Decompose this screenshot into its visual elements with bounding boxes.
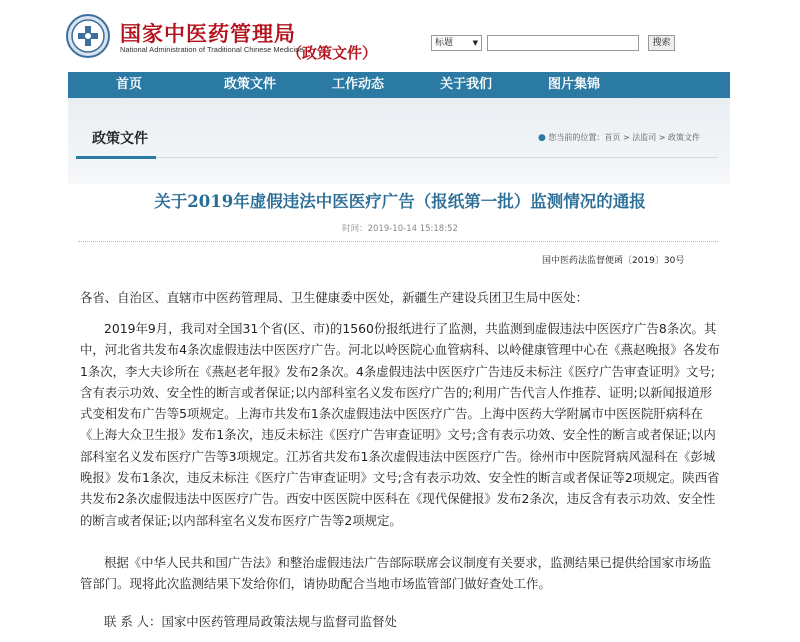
divider (78, 157, 718, 158)
main-nav (68, 72, 730, 98)
nav-item-about[interactable]: 关于我们 (440, 77, 493, 92)
nav-item-news[interactable]: 工作动态 (332, 77, 385, 92)
article-paragraph-2: 根据《中华人民共和国广告法》和整治虚假违法广告部际联席会议制度有关要求，监测结果已提供给国家市场监管部门。现将此次监测结果下发给你们，请协助配合当地市场监管部门做好查处工作。 (80, 555, 712, 592)
search-field-label: 标题 (435, 38, 454, 48)
location-pin-icon: ● (538, 133, 546, 143)
article-paragraph-1: 2019年9月，我司对全国31个省(区、市)的1560份报纸进行了监测，共监测到虚假违法中医医疗广告8条次。其中，河北省共发布4条次虚假违法中医医疗广告。河北以岭医院心血管病科、以岭健康管理中心在《燕赵晚报》各发布1条次，李大夫诊所在《燕赵老年报》发布2条次。4条虚假违法中医医疗广告违反未标注《医疗广告审查证明》文号;含有表示功效、安全性的断言或者保证;以内部科室名义发布医疗广告的;利用广告代言人作推荐、证明;以新闻报道形式变相发布广告等5项规定。上海市共发布1条次虚假违法中医医疗广告。上海中医药大学附属市中医医院肝病科在《上海大众卫生报》发布1条次，违反未标注《医疗广告审查证明》文号;含有表示功效、安全性的断言或者保证;以内部科室名义发布医疗广告等3项规定。江苏省共发布1条次虚假违法中医医疗广告。徐州市中医院肾病风湿科在《彭城晚报》发布1条次，违反未标注《医疗广告审查证明》文号;含有表示功效、安全性的断言或者保证等2项规定。陕西省共发布2条次虚假违法中医医疗广告。西安中医医院中医科在《现代保健报》发布2条次，违反含有表示功效、安全性的断言或者保证;以内部科室名义发布医疗广告等2项规定。 (80, 321, 720, 528)
search-button[interactable]: 搜索 (648, 35, 675, 51)
nav-item-gallery[interactable]: 图片集锦 (548, 77, 601, 92)
dotted-divider (78, 241, 718, 242)
document-number: 国中医药法监督便函〔2019〕30号 (542, 256, 685, 266)
site-header (0, 0, 800, 68)
search-field-select[interactable] (431, 35, 482, 51)
org-name-en: National Administration of Traditional Chinese Medicine (120, 45, 304, 54)
article-contact: 联 系 人：国家中医药管理局政策法规与监督司监督处 (104, 614, 397, 629)
dropdown-arrow-icon: ▼ (472, 39, 478, 47)
breadcrumb-path[interactable]: 您当前的位置：首页 > 法监司 > 政策文件 (548, 133, 700, 142)
breadcrumb-section-title: 政策文件 (92, 131, 148, 147)
section-title: （政策文件） (287, 44, 378, 62)
nav-item-policy[interactable]: 政策文件 (224, 77, 277, 92)
breadcrumb (538, 132, 700, 143)
section-underline (76, 156, 156, 159)
nav-item-home[interactable]: 首页 (116, 77, 143, 92)
org-name-cn[interactable]: 国家中医药管理局 (120, 21, 296, 46)
logo-emblem-icon[interactable] (66, 14, 110, 58)
search-input[interactable] (487, 35, 639, 51)
article-title: 关于2019年虚假违法中医医疗广告（报纸第一批）监测情况的通报 (154, 192, 646, 211)
article-timestamp: 时间：2019-10-14 15:18:52 (342, 224, 458, 234)
article-salutation: 各省、自治区、直辖市中医药管理局、卫生健康委中医处，新疆生产建设兵团卫生局中医处： (80, 290, 589, 305)
